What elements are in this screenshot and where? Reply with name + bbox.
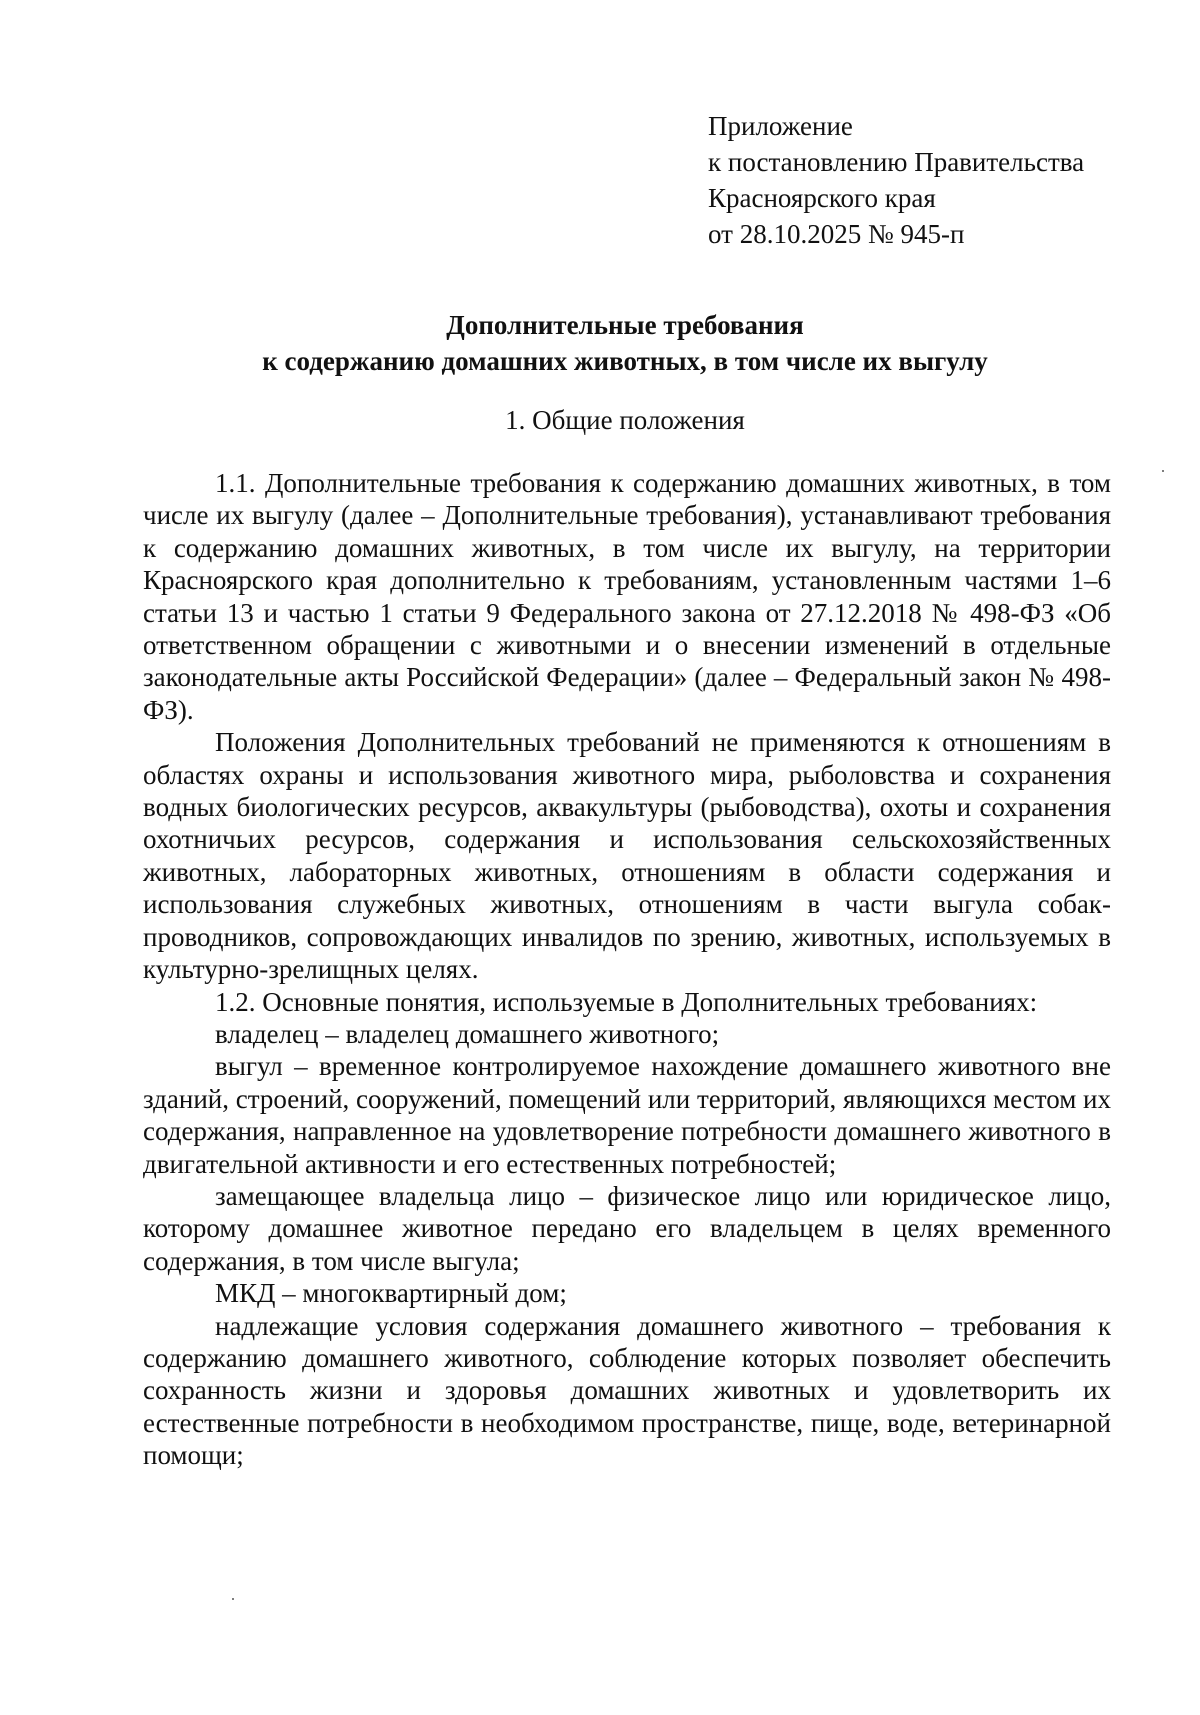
scan-speck [1162, 470, 1164, 472]
appendix-region: Красноярского края [708, 183, 936, 213]
paragraph-1-1: 1.1. Дополнительные требования к содержанию домашних животных, в том числе их выгулу (далее – Дополнительные требования), устанавливают требования к содержанию домашних животных, в том числе их выгулу, на территории Красноярского края дополнительно к требованиям, установленным частями 1–6 статьи 13 и частью 1 статьи 9 Федерального закона от 27.12.2018 № 498-ФЗ «Об ответственном обращении с животными и о внесении изменений в отдельные законодательные акты Российской Федерации» (далее – Федеральный закон № 498-ФЗ). [143, 468, 1111, 725]
definition-walking: выгул – временное контролируемое нахождение домашнего животного вне зданий, строений, сооружений, помещений или территорий, являющихся местом их содержания, направленное на удовлетворение потребности домашнего животного в двигательной активности и его естественных потребностей; [143, 1051, 1111, 1179]
scan-speck [232, 1598, 234, 1600]
definition-substitute-person: замещающее владельца лицо – физическое лицо или юридическое лицо, которому домашнее животное передано его владельцем в целях временного содержания, в том числе выгула; [143, 1180, 1111, 1276]
section-heading: 1. Общие положения [505, 405, 745, 435]
paragraph-1-2: 1.2. Основные понятия, используемые в Дополнительных требованиях: [215, 986, 1038, 1017]
appendix-date-number: от 28.10.2025 № 945-п [708, 219, 965, 249]
appendix-reference: к постановлению Правительства [708, 147, 1085, 177]
appendix-block [708, 108, 1084, 252]
appendix-label: Приложение [708, 111, 853, 141]
definition-mkd: МКД – многоквартирный дом; [215, 1278, 567, 1309]
document-title [140, 307, 1110, 379]
document-body [143, 467, 1111, 1472]
definition-proper-conditions: надлежащие условия содержания домашнего животного – требования к содержанию домашнего животного, соблюдение которых позволяет обеспечить сохранность жизни и здоровья домашних животных и удовлетворить их естественные потребности в необходимом пространстве, пище, воде, ветеринарной помощи; [143, 1310, 1111, 1471]
title-line-2: к содержанию домашних животных, в том числе их выгулу [262, 346, 988, 376]
title-line-1: Дополнительные требования [446, 310, 804, 340]
paragraph-exclusions: Положения Дополнительных требований не применяются к отношениям в областях охраны и использования животного мира, рыболовства и сохранения водных биологических ресурсов, аквакультуры (рыбоводства), охоты и сохранения охотничьих ресурсов, содержания и использования сельскохозяйственных животных, лабораторных животных, отношениям в области содержания и использования служебных животных, отношениям в части выгула собак-проводников, сопровождающих инвалидов по зрению, животных, используемых в культурно-зрелищных целях. [143, 727, 1111, 985]
definition-owner: владелец – владелец домашнего животного; [215, 1018, 720, 1049]
